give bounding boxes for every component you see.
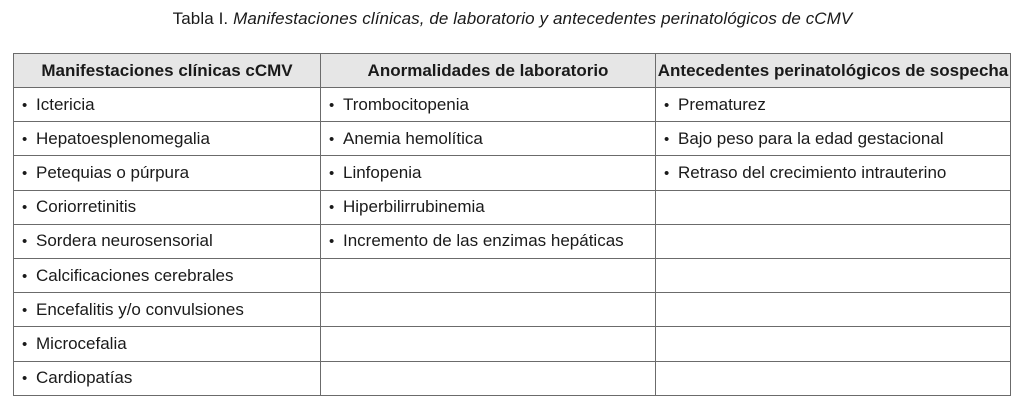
laboratory-abnormality-text: Trombocitopenia (343, 94, 469, 114)
clinical-manifestation-cell (14, 190, 321, 224)
header-perinatal-history: Antecedentes perinatológicos de sospecha (656, 54, 1011, 88)
laboratory-abnormality-cell (321, 361, 656, 395)
laboratory-abnormality-cell (321, 156, 656, 190)
table-row (14, 190, 1011, 224)
table-caption (0, 9, 1025, 29)
laboratory-abnormality-cell (321, 190, 656, 224)
clinical-manifestation-text: Sordera neurosensorial (36, 231, 213, 251)
bullet-icon: • (22, 335, 28, 353)
bullet-icon: • (22, 96, 28, 114)
table-caption-label: Tabla I. (172, 9, 229, 28)
clinical-manifestation-text: Calcificaciones cerebrales (36, 265, 234, 285)
perinatal-history-cell (656, 122, 1011, 156)
bullet-icon: • (22, 199, 28, 217)
bullet-icon: • (22, 370, 28, 388)
perinatal-history-cell (656, 88, 1011, 122)
laboratory-abnormality-text: Hiperbilirrubinemia (343, 197, 485, 217)
bullet-icon: • (664, 96, 670, 114)
clinical-manifestation-text: Coriorretinitis (36, 197, 137, 217)
laboratory-abnormality-cell (321, 293, 656, 327)
table-caption-text: Manifestaciones clínicas, de laboratorio y antecedentes perinatológicos de cCMV (233, 9, 853, 28)
clinical-manifestation-cell (14, 361, 321, 395)
bullet-icon: • (329, 199, 335, 217)
table-header (14, 54, 1011, 88)
bullet-icon: • (22, 301, 28, 319)
table-row (14, 258, 1011, 292)
laboratory-abnormality-cell (321, 122, 656, 156)
clinical-manifestation-text: Microcefalia (36, 333, 127, 353)
laboratory-abnormality-cell (321, 258, 656, 292)
clinical-manifestation-cell (14, 88, 321, 122)
laboratory-abnormality-text: Linfopenia (343, 162, 422, 182)
table-row (14, 122, 1011, 156)
clinical-manifestation-cell (14, 156, 321, 190)
laboratory-abnormality-cell (321, 327, 656, 361)
clinical-manifestation-cell (14, 327, 321, 361)
bullet-icon: • (329, 130, 335, 148)
perinatal-history-cell (656, 156, 1011, 190)
clinical-manifestation-cell (14, 293, 321, 327)
header-clinical-manifestations: Manifestaciones clínicas cCMV (14, 54, 321, 88)
clinical-manifestation-cell (14, 258, 321, 292)
table-row (14, 88, 1011, 122)
bullet-icon: • (22, 164, 28, 182)
clinical-manifestation-text: Petequias o púrpura (36, 162, 190, 182)
bullet-icon: • (22, 233, 28, 251)
bullet-icon: • (664, 164, 670, 182)
bullet-icon: • (329, 233, 335, 251)
clinical-manifestations-table (13, 53, 1011, 396)
table-body (14, 88, 1011, 396)
table-row (14, 156, 1011, 190)
clinical-manifestation-text: Encefalitis y/o convulsiones (36, 299, 244, 319)
clinical-manifestation-cell (14, 224, 321, 258)
clinical-manifestation-text: Hepatoesplenomegalia (36, 128, 210, 148)
table-row (14, 327, 1011, 361)
bullet-icon: • (22, 267, 28, 285)
perinatal-history-text: Prematurez (678, 94, 766, 114)
laboratory-abnormality-text: Anemia hemolítica (343, 128, 483, 148)
perinatal-history-cell (656, 361, 1011, 395)
clinical-manifestation-cell (14, 122, 321, 156)
perinatal-history-cell (656, 258, 1011, 292)
perinatal-history-cell (656, 190, 1011, 224)
table-row (14, 224, 1011, 258)
perinatal-history-cell (656, 327, 1011, 361)
bullet-icon: • (22, 130, 28, 148)
perinatal-history-text: Retraso del crecimiento intrauterino (678, 162, 947, 182)
header-laboratory-abnormalities: Anormalidades de laboratorio (321, 54, 656, 88)
table-row (14, 361, 1011, 395)
laboratory-abnormality-cell (321, 88, 656, 122)
bullet-icon: • (329, 96, 335, 114)
clinical-manifestation-text: Ictericia (36, 94, 95, 114)
bullet-icon: • (664, 130, 670, 148)
perinatal-history-cell (656, 224, 1011, 258)
laboratory-abnormality-text: Incremento de las enzimas hepáticas (343, 231, 624, 251)
laboratory-abnormality-cell (321, 224, 656, 258)
table-row (14, 293, 1011, 327)
clinical-manifestation-text: Cardiopatías (36, 368, 133, 388)
perinatal-history-cell (656, 293, 1011, 327)
bullet-icon: • (329, 164, 335, 182)
header-row (14, 54, 1011, 88)
perinatal-history-text: Bajo peso para la edad gestacional (678, 128, 944, 148)
